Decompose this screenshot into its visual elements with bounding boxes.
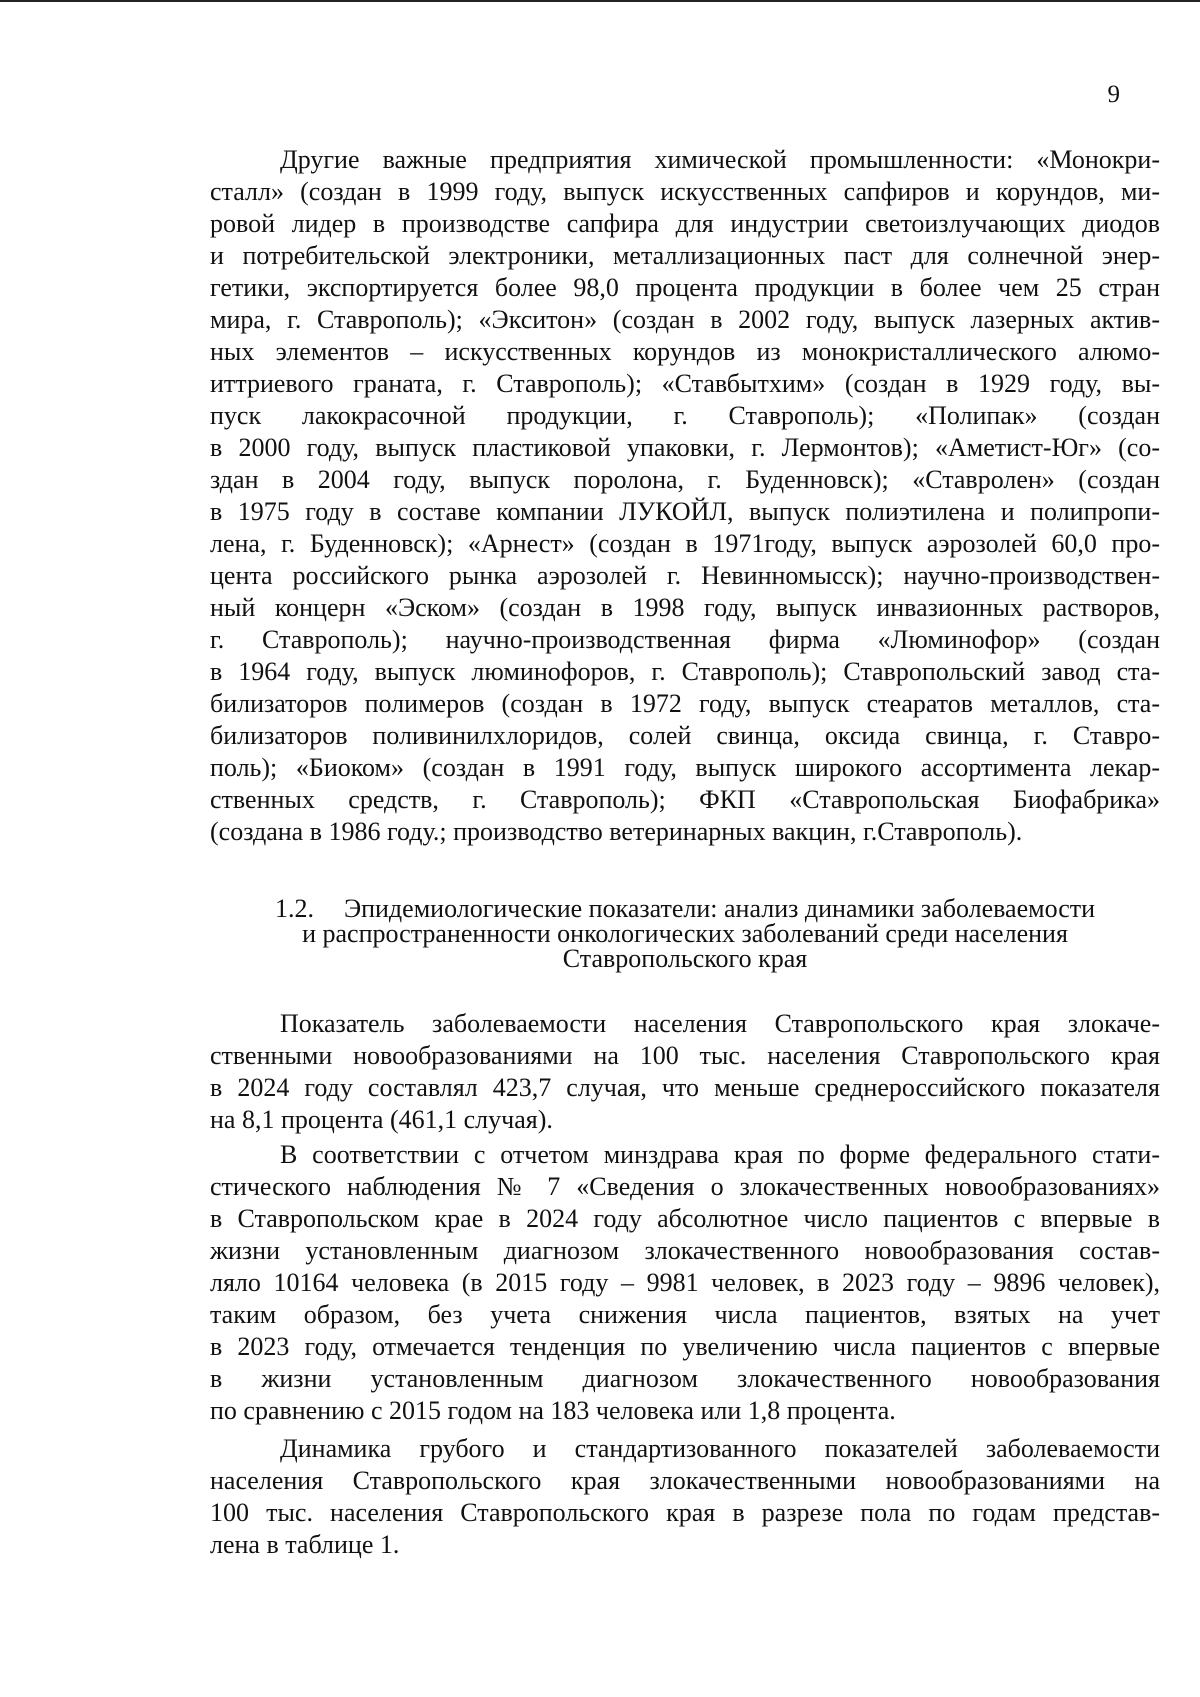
text-line: мира, г. Ставрополь); «Экситон» (создан в 2002 году, выпуск лазерных актив- xyxy=(210,305,1160,334)
text-line: г. Ставрополь); научно-производственная фирма «Люминофор» (создан xyxy=(210,625,1160,654)
text-line: в жизни установленным диагнозом злокачественного новообразования xyxy=(210,1364,1160,1393)
text-line: лена, г. Буденновск); «Арнест» (создан в 1971году, выпуск аэрозолей 60,0 про- xyxy=(210,529,1160,558)
text-line: и потребительской электроники, металлизационных паст для солнечной энер- xyxy=(210,241,1160,270)
paragraph-patient-count xyxy=(210,1139,1160,1427)
page-number: 9 xyxy=(1107,81,1120,108)
text-line: в 1964 году, выпуск люминофоров, г. Ставрополь); Ставропольский завод ста- xyxy=(210,657,1160,686)
text-line: В соответствии с отчетом минздрава края по форме федерального стати- xyxy=(280,1140,1160,1169)
scan-top-edge xyxy=(0,0,1200,2)
text-line: сталл» (создан в 1999 году, выпуск искусственных сапфиров и корундов, ми- xyxy=(210,177,1160,206)
text-line: билизаторов полимеров (создан в 1972 году, выпуск стеаратов металлов, ста- xyxy=(210,689,1160,718)
text-line: ных элементов – искусственных корундов из монокристаллического алюмо- xyxy=(210,337,1160,366)
text-line: 100 тыс. населения Ставропольского края в разрезе пола по годам представ- xyxy=(210,1498,1160,1527)
text-line: Показатель заболеваемости населения Ставропольского края злокаче- xyxy=(280,1009,1160,1038)
text-line: в 2023 году, отмечается тенденция по увеличению числа пациентов с впервые xyxy=(210,1332,1160,1361)
text-line: по сравнению с 2015 годом на 183 человека или 1,8 процента. xyxy=(210,1396,896,1425)
text-line: лена в таблице 1. xyxy=(210,1530,400,1559)
text-line: ственными новообразованиями на 100 тыс. населения Ставропольского края xyxy=(210,1041,1160,1070)
text-line: ляло 10164 человека (в 2015 году – 9981 человек, в 2023 году – 9896 человек), xyxy=(210,1268,1160,1297)
section-title-line-3: Ставропольского края xyxy=(562,944,808,973)
text-line: стического наблюдения № 7 «Сведения о злокачественных новообразованиях» xyxy=(210,1172,1160,1201)
text-line: Другие важные предприятия химической промышленности: «Монокри- xyxy=(280,145,1160,174)
paragraph-dynamics-table-ref xyxy=(210,1433,1160,1561)
text-line: в Ставропольском крае в 2024 году абсолютное число пациентов с впервые в xyxy=(210,1204,1160,1233)
text-line: цента российского рынка аэрозолей г. Невинномысск); научно-производствен- xyxy=(210,561,1160,590)
text-line: в 2000 году, выпуск пластиковой упаковки, г. Лермонтов); «Аметист-Юг» (со- xyxy=(210,433,1160,462)
text-line: поль); «Биоком» (создан в 1991 году, выпуск широкого ассортимента лекар- xyxy=(210,753,1160,782)
text-line: жизни установленным диагнозом злокачественного новообразования состав- xyxy=(210,1236,1160,1265)
text-line: билизаторов поливинилхлоридов, солей свинца, оксида свинца, г. Ставро- xyxy=(210,721,1160,750)
text-line: в 2024 году составлял 423,7 случая, что меньше среднероссийского показателя xyxy=(210,1073,1160,1102)
paragraph-chemical-industry xyxy=(210,144,1160,848)
text-line: иттриевого граната, г. Ставрополь); «Ставбытхим» (создан в 1929 году, вы- xyxy=(210,369,1160,398)
section-title-line-1: Эпидемиологические показатели: анализ динамики заболеваемости xyxy=(343,894,1096,923)
text-line: таким образом, без учета снижения числа пациентов, взятых на учет xyxy=(210,1300,1160,1329)
paragraph-incidence-rate xyxy=(210,1008,1160,1136)
text-line: пуск лакокрасочной продукции, г. Ставрополь); «Полипак» (создан xyxy=(210,401,1160,430)
section-number: 1.2. xyxy=(274,894,314,923)
text-line: здан в 2004 году, выпуск поролона, г. Буденновск); «Ставролен» (создан xyxy=(210,465,1160,494)
text-line: населения Ставропольского края злокачественными новообразованиями на xyxy=(210,1466,1160,1495)
text-line: ровой лидер в производстве сапфира для индустрии светоизлучающих диодов xyxy=(210,209,1160,238)
text-line: гетики, экспортируется более 98,0 процента продукции в более чем 25 стран xyxy=(210,273,1160,302)
section-heading-line-1 xyxy=(210,896,1160,921)
section-title-line-2: и распространенности онкологических заболеваний среди населения xyxy=(302,919,1068,948)
text-line: на 8,1 процента (461,1 случая). xyxy=(210,1105,553,1134)
text-line: в 1975 году в составе компании ЛУКОЙЛ, выпуск полиэтилена и полипропи- xyxy=(210,497,1160,526)
text-line: ственных средств, г. Ставрополь); ФКП «Ставропольская Биофабрика» xyxy=(210,785,1160,814)
text-line: Динамика грубого и стандартизованного показателей заболеваемости xyxy=(280,1434,1160,1463)
text-line: ный концерн «Эском» (создан в 1998 году, выпуск инвазионных растворов, xyxy=(210,593,1160,622)
section-heading xyxy=(210,896,1160,971)
text-line: (создана в 1986 году.; производство ветеринарных вакцин, г.Ставрополь). xyxy=(210,817,1023,846)
